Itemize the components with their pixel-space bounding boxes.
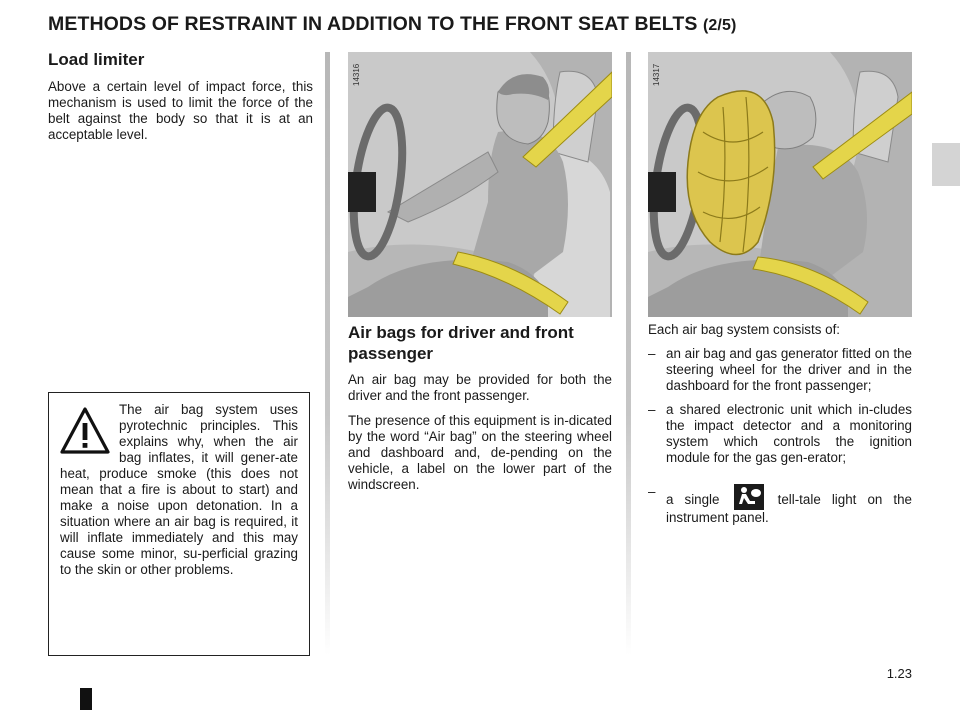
column-separator (325, 52, 330, 655)
airbags-section (348, 322, 612, 493)
corner-marker (80, 688, 92, 710)
page-title (48, 13, 736, 36)
illustration-ref-number: 14316 (352, 63, 361, 86)
system-item-tell-tale (666, 484, 912, 526)
column-separator (626, 52, 631, 655)
airbags-para-1: An air bag may be provided for both the driver and the front passenger. (348, 372, 612, 403)
illustration-airbag-deployed (648, 52, 912, 317)
list-item (648, 346, 912, 394)
warning-triangle-icon (60, 406, 110, 456)
load-limiter-body: Above a certain level of impact force, this mechanism is used to limit the force of the belt against the body so that it is at an acceptable level. (48, 79, 313, 142)
system-item-airbag: an air bag and gas generator fitted on the steering wheel for the driver and in the dashboard for the front passenger; (666, 346, 912, 393)
section-tab-marker (932, 143, 960, 186)
system-item-electronic-unit: a shared electronic unit which in-cludes the impact detector and a monitoring system which controls the ignition module for the gas gen-erator; (666, 402, 912, 465)
list-item (648, 402, 912, 466)
warning-box (48, 392, 310, 656)
airbags-para-2: The presence of this equipment is in-dicated by the word “Air bag” on the steering wheel and dashboard and, de-pending on the vehicle, a label on the lower part of the windscreen. (348, 413, 612, 492)
airbag-tell-tale-icon (734, 484, 764, 510)
page-title-text: METHODS OF RESTRAINT IN ADDITION TO THE FRONT SEAT BELTS (48, 13, 698, 35)
load-limiter-section (48, 50, 313, 143)
system-intro: Each air bag system consists of: (648, 322, 841, 337)
tell-tale-text-after: tell-tale light on the instrument panel. (666, 492, 912, 525)
illustration-driver-seatbelt (348, 52, 612, 317)
illustration-ref-number: 14317 (652, 63, 661, 86)
list-dash: – (648, 402, 656, 417)
airbag-system-section (648, 322, 912, 534)
page-number: 1.23 (886, 666, 912, 681)
load-limiter-heading: Load limiter (48, 50, 145, 69)
airbags-heading: Air bags for driver and front passenger (348, 323, 574, 363)
page-title-suffix: (2/5) (702, 17, 737, 34)
list-item (648, 484, 912, 526)
warning-text: The air bag system uses pyrotechnic principles. This explains why, when the air bag inflates, it will gener-ate heat, produce smoke (this does not mean that a fire is about to start) and make a noise upon detonation. In a situation where an air bag is required, it will inflate immediately and this may cause some minor, su-perficial grazing to the skin or other problems. (60, 402, 298, 577)
list-dash: – (648, 346, 656, 361)
list-dash: – (648, 484, 656, 499)
tell-tale-text-before: a single (666, 492, 720, 507)
